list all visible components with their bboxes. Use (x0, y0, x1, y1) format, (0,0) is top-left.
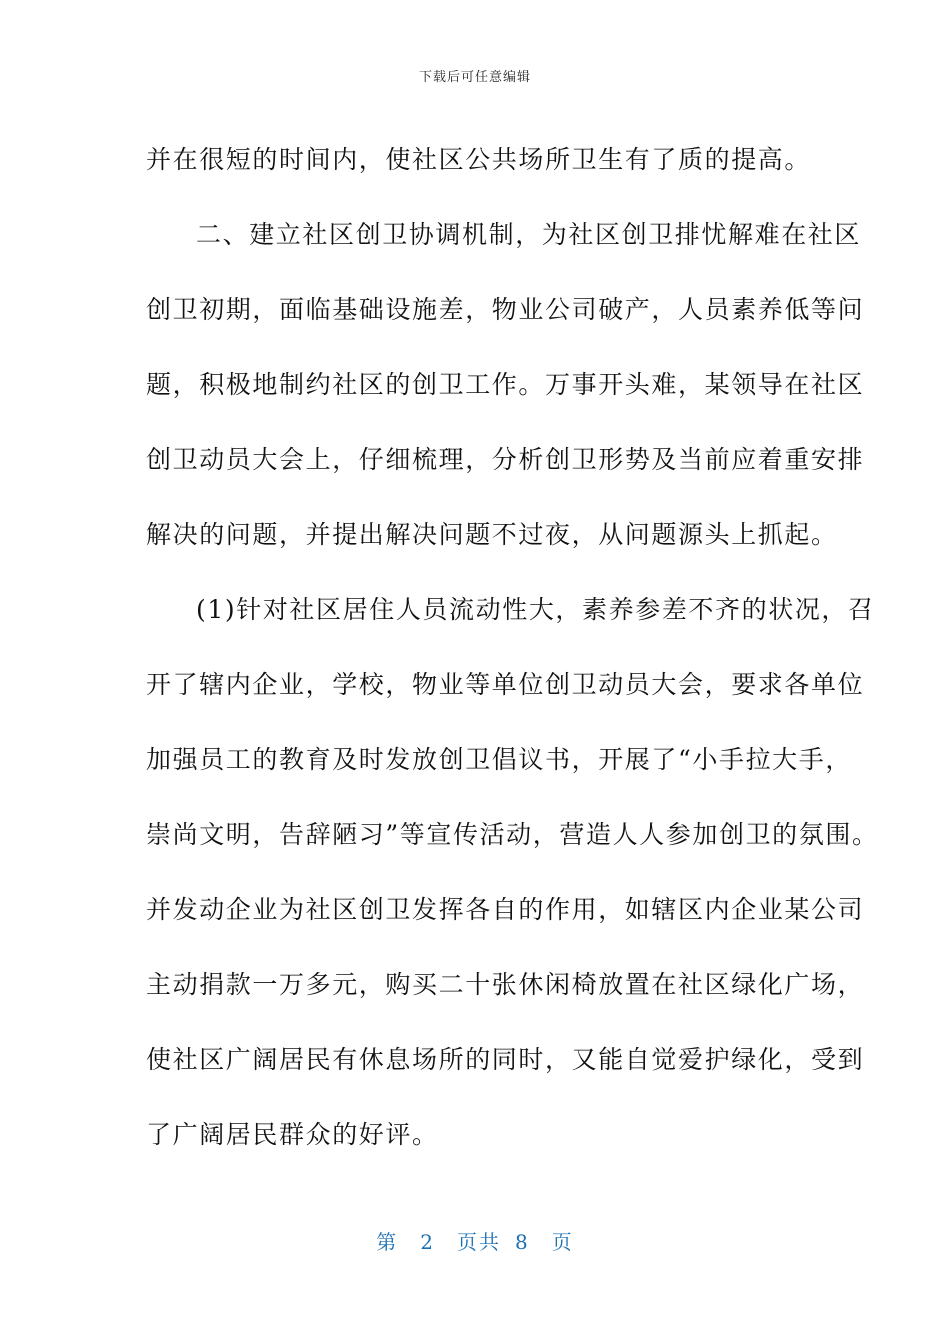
text-line: 崇尚文明，告辞陋习”等宣传活动，营造人人参加创卫的氛围。 (146, 820, 879, 849)
list-item-line: (1)针对社区居住人员流动性大，素养参差不齐的状况，召 (196, 595, 875, 624)
text-line: 了广阔居民群众的好评。 (146, 1120, 439, 1149)
text-line: 主动捐款一万多元，购买二十张休闲椅放置在社区绿化广场， (146, 970, 865, 999)
section-heading-line: 二、建立社区创卫协调机制，为社区创卫排忧解难在社区 (196, 220, 862, 249)
footer-page-prefix: 第 (376, 1230, 399, 1254)
text-line: 使社区广阔居民有休息场所的同时，又能自觉爱护绿化，受到 (146, 1045, 865, 1074)
footer-total-pages: 8 (515, 1230, 530, 1254)
text-line: 解决的问题，并提出解决问题不过夜，从问题源头上抓起。 (146, 520, 838, 549)
page-header-note: 下载后可任意编辑 (418, 70, 531, 85)
document-body (146, 122, 879, 1172)
text-line: 并在很短的时间内，使社区公共场所卫生有了质的提高。 (146, 145, 812, 174)
text-line: 创卫初期，面临基础设施差，物业公司破产，人员素养低等问 (146, 295, 865, 324)
footer-page-middle: 页共 (457, 1230, 501, 1254)
text-line: 创卫动员大会上，仔细梳理，分析创卫形势及当前应着重安排 (146, 445, 865, 474)
text-line: 题，积极地制约社区的创卫工作。万事开头难，某领导在社区 (146, 370, 865, 399)
page-footer (0, 1226, 950, 1255)
footer-current-page: 2 (420, 1230, 435, 1254)
text-line: 开了辖内企业，学校，物业等单位创卫动员大会，要求各单位 (146, 670, 865, 699)
text-line: 并发动企业为社区创卫发挥各自的作用，如辖区内企业某公司 (146, 895, 865, 924)
text-line: 加强员工的教育及时发放创卫倡议书，开展了“小手拉大手， (146, 745, 852, 774)
footer-page-suffix: 页 (551, 1230, 574, 1254)
